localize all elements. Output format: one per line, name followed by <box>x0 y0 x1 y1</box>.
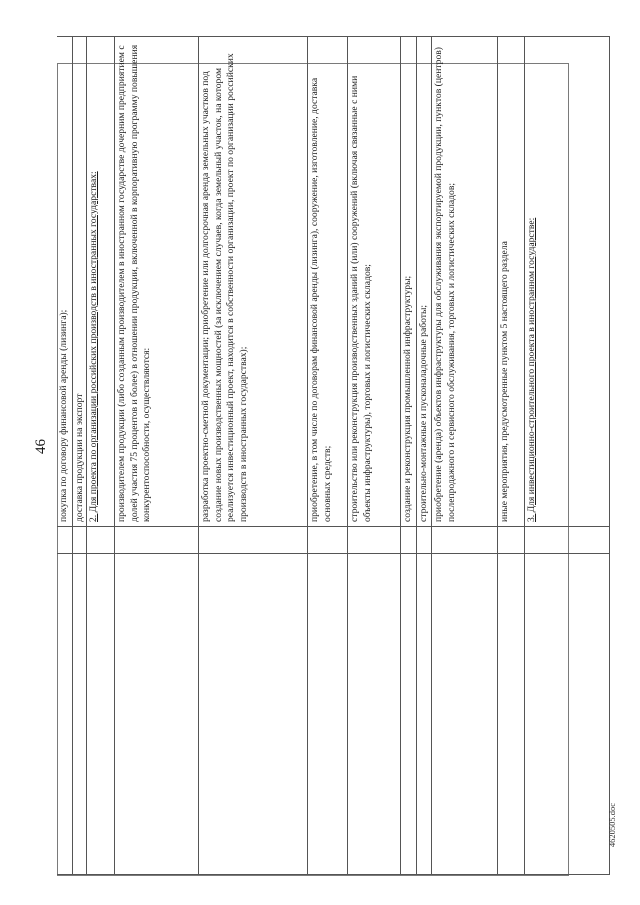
row-mid-cell <box>115 527 199 554</box>
document-code: 4620505.doc <box>607 802 618 848</box>
frame-bottom-line <box>57 875 569 876</box>
row-text-cell <box>432 37 498 527</box>
row-text: строительно-монтажные и пусконаладочные работы; <box>418 304 430 522</box>
rotated-page-area <box>57 44 569 875</box>
row-mid-cell <box>72 527 87 554</box>
row-empty-cell <box>498 554 525 875</box>
table-row <box>401 37 417 875</box>
table-row <box>199 37 308 875</box>
row-text: приобретение, в том числе по договорам финансовой аренды (лизинга), сооружение, изготовление, доставка основных средств; <box>309 77 333 522</box>
rotated-content <box>57 44 569 875</box>
table-row <box>115 37 199 875</box>
row-mid-cell <box>308 527 348 554</box>
row-text-cell <box>498 37 525 527</box>
row-text-cell <box>199 37 308 527</box>
row-mid-cell <box>348 527 401 554</box>
row-empty-cell <box>401 554 417 875</box>
row-text-cell <box>525 37 610 527</box>
row-mid-cell <box>417 527 432 554</box>
row-empty-cell <box>308 554 348 875</box>
row-text: доставка продукции на экспорт <box>73 393 85 522</box>
content-table <box>57 36 610 875</box>
row-empty-cell <box>72 554 87 875</box>
row-text-cell <box>57 37 72 527</box>
row-text-cell <box>115 37 199 527</box>
row-text-cell <box>401 37 417 527</box>
table-row <box>72 37 87 875</box>
page-number: 46 <box>33 439 49 454</box>
table-row <box>308 37 348 875</box>
row-text-cell <box>348 37 401 527</box>
row-text: производителем продукции (либо созданным производителем в иностранном государстве дочерним предприятием с долей участия 75 процентов и более) в отношении продукции, включенной в корпоративную программу повышения конкурентоспособности, осуществляются: <box>116 44 153 522</box>
row-empty-cell <box>348 554 401 875</box>
row-text-cell <box>87 37 115 527</box>
row-text-cell <box>308 37 348 527</box>
table-row <box>57 37 72 875</box>
row-mid-cell <box>57 527 72 554</box>
table-row <box>417 37 432 875</box>
table-row <box>87 37 115 875</box>
table-row <box>348 37 401 875</box>
row-empty-cell <box>432 554 498 875</box>
row-text-cell <box>417 37 432 527</box>
row-mid-cell <box>498 527 525 554</box>
row-text: покупка по договору финансовой аренды (лизинга); <box>58 309 69 522</box>
row-mid-cell <box>87 527 115 554</box>
row-mid-cell <box>199 527 308 554</box>
table-row <box>432 37 498 875</box>
row-text: создание и реконструкция промышленной инфраструктуры; <box>402 275 414 522</box>
row-text: 2. Для проекта по организации российских производств в иностранных государствах: <box>88 171 100 522</box>
row-empty-cell <box>115 554 199 875</box>
row-empty-cell <box>417 554 432 875</box>
row-text: иные мероприятия, предусмотренные пунктом 5 настоящего раздела <box>499 241 511 522</box>
row-mid-cell <box>401 527 417 554</box>
row-text: 3. Для инвестиционно-строительного проекта в иностранном государстве: <box>526 217 538 522</box>
row-mid-cell <box>432 527 498 554</box>
row-empty-cell <box>87 554 115 875</box>
table-row <box>498 37 525 875</box>
row-text: разработка проектно-сметной документации; приобретение или долгосрочная аренда земельных участков под создание новых производственных мощностей (за исключением случаев, когда земельный участок, на котором реализуется инвестиционный проект, находится в собственности организации, проект по организации российских производств в иностранных государствах); <box>200 53 249 522</box>
row-mid-cell <box>525 527 610 554</box>
row-text: строительство или реконструкция производственных зданий и (или) сооружений (включая связанные с ними объекты инфраструктуры), торговых и логистических складов; <box>349 75 373 522</box>
row-text: приобретение (аренда) объектов инфраструктуры для обслуживания экспортируемой продукции, пунктов (центров) послепродажного и сервисного обслуживания, торговых и логистических складов; <box>433 47 457 522</box>
row-empty-cell <box>199 554 308 875</box>
row-empty-cell <box>525 554 610 875</box>
row-text-cell <box>72 37 87 527</box>
table-row <box>525 37 610 875</box>
row-empty-cell <box>57 554 72 875</box>
